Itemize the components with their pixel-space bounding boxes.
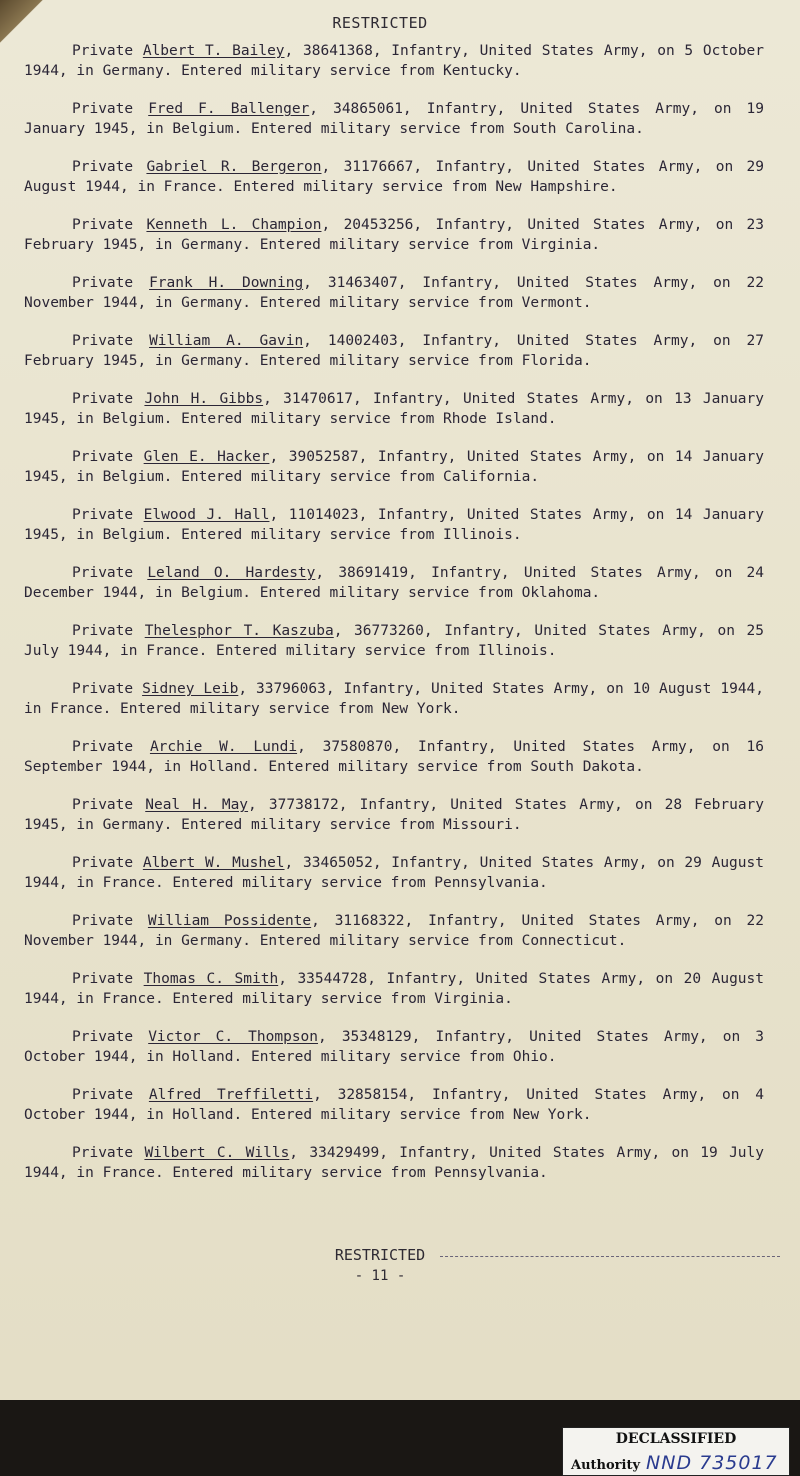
stamp-authority-value: NND 735017 — [646, 1452, 778, 1474]
entry-text: 31463407, Infantry, United States Army, on 22 November 1944, in Germany. Entered military service from Vermont. — [24, 275, 764, 311]
entry-name: Archie W. Lundi — [149, 739, 298, 755]
entry-rank: Private — [72, 681, 134, 697]
casualty-entry: Private Neal H. May, 37738172, Infantry, United States Army, on 28 February 1945, in Germany. Entered military service from Missouri. — [24, 797, 765, 833]
entry-text: 33429499, Infantry, United States Army, on 19 July 1944, in France. Entered military service from Pennsylvania. — [24, 1145, 764, 1181]
casualty-entry: Private Albert W. Mushel, 33465052, Infantry, United States Army, on 29 August 1944, in France. Entered military service from Pennsylvania. — [24, 855, 764, 891]
entry-text: 38641368, Infantry, United States Army, on 5 October 1944, in Germany. Entered military service from Kentucky. — [24, 43, 764, 79]
entry-name: Fred F. Ballenger — [148, 101, 310, 117]
casualty-entry: Private John H. Gibbs, 31470617, Infantry, United States Army, on 13 January 1945, in Belgium. Entered military service from Rhode Island. — [24, 391, 764, 427]
casualty-entry: Private Thelesphor T. Kaszuba, 36773260, Infantry, United States Army, on 25 July 1944, in France. Entered military service from Illinois. — [24, 623, 764, 659]
entry-name: Neal H. May — [145, 797, 249, 813]
entry-text: 35348129, Infantry, United States Army, on 3 October 1944, in Holland. Entered military service from Ohio. — [24, 1029, 764, 1065]
footer-classification: RESTRICTED — [334, 1246, 426, 1264]
entry-name: Albert W. Mushel — [142, 855, 285, 871]
entry-rank: Private — [72, 391, 134, 407]
entry-name: Leland O. Hardesty — [147, 565, 316, 581]
casualty-entry: Private Frank H. Downing, 31463407, Infantry, United States Army, on 22 November 1944, in Germany. Entered military service from Vermont. — [24, 275, 764, 311]
entry-name: William Possidente — [147, 913, 312, 929]
stamp-authority-line — [571, 1452, 778, 1474]
entry-name: Sidney Leib — [142, 681, 239, 697]
casualty-entry: Private Wilbert C. Wills, 33429499, Infantry, United States Army, on 19 July 1944, in France. Entered military service from Pennsylvania. — [24, 1145, 764, 1181]
entry-rank: Private — [72, 275, 134, 291]
header-classification: RESTRICTED — [332, 14, 428, 32]
page-number: - 11 - — [354, 1268, 406, 1284]
stamp-authority-label: Authority — [571, 1458, 641, 1473]
entry-name: Thomas C. Smith — [143, 971, 279, 987]
entry-text: 33465052, Infantry, United States Army, on 29 August 1944, in France. Entered military service from Pennsylvania. — [24, 855, 764, 891]
entry-name: John H. Gibbs — [144, 391, 264, 407]
casualty-entry: Private Fred F. Ballenger, 34865061, Infantry, United States Army, on 19 January 1945, in Belgium. Entered military service from South Carolina. — [24, 101, 764, 137]
casualty-entry: Private Archie W. Lundi, 37580870, Infantry, United States Army, on 16 September 1944, in Holland. Entered military service from South Dakota. — [24, 739, 764, 775]
entry-text: 38691419, Infantry, United States Army, on 24 December 1944, in Belgium. Entered military service from Oklahoma. — [24, 565, 764, 601]
entry-text: 31470617, Infantry, United States Army, on 13 January 1945, in Belgium. Entered military service from Rhode Island. — [24, 391, 764, 427]
entry-rank: Private — [72, 1087, 134, 1103]
casualty-entry: Private Leland O. Hardesty, 38691419, Infantry, United States Army, on 24 December 1944, in Belgium. Entered military service from Oklahoma. — [24, 565, 764, 601]
declassified-stamp — [562, 1427, 790, 1476]
entry-rank: Private — [72, 855, 134, 871]
entry-text: 33796063, Infantry, United States Army, on 10 August 1944, in France. Entered military service from New York. — [24, 681, 765, 717]
entry-rank: Private — [72, 159, 134, 175]
casualty-entries — [24, 42, 764, 1202]
entry-text: 31168322, Infantry, United States Army, on 22 November 1944, in Germany. Entered military service from Connecticut. — [24, 913, 764, 949]
entry-name: Frank H. Downing — [149, 275, 304, 291]
entry-name: Elwood J. Hall — [143, 507, 270, 523]
entry-text: 14002403, Infantry, United States Army, on 27 February 1945, in Germany. Entered military service from Florida. — [24, 333, 764, 369]
entry-rank: Private — [72, 797, 134, 813]
casualty-entry: Private William Possidente, 31168322, Infantry, United States Army, on 22 November 1944, in Germany. Entered military service from Connecticut. — [24, 913, 764, 949]
entry-rank: Private — [72, 217, 134, 233]
entry-rank: Private — [72, 913, 134, 929]
entry-text: 36773260, Infantry, United States Army, on 25 July 1944, in France. Entered military service from Illinois. — [24, 623, 764, 659]
entry-rank: Private — [72, 565, 134, 581]
casualty-entry: Private William A. Gavin, 14002403, Infantry, United States Army, on 27 February 1945, in Germany. Entered military service from Florida. — [24, 333, 764, 369]
entry-name: Glen E. Hacker — [143, 449, 270, 465]
casualty-entry: Private Alfred Treffiletti, 32858154, Infantry, United States Army, on 4 October 1944, in Holland. Entered military service from New York. — [24, 1087, 764, 1123]
entry-name: Albert T. Bailey — [142, 43, 285, 59]
casualty-entry: Private Sidney Leib, 33796063, Infantry, United States Army, on 10 August 1944, in France. Entered military service from New York. — [24, 681, 765, 717]
entry-rank: Private — [72, 43, 134, 59]
stamp-title: DECLASSIFIED — [615, 1431, 737, 1447]
entry-name: Wilbert C. Wills — [144, 1145, 290, 1161]
entry-name: Thelesphor T. Kaszuba — [144, 623, 334, 639]
casualty-entry: Private Elwood J. Hall, 11014023, Infantry, United States Army, on 14 January 1945, in Belgium. Entered military service from Illinois. — [24, 507, 764, 543]
entry-rank: Private — [72, 1145, 134, 1161]
entry-name: Victor C. Thompson — [148, 1029, 319, 1045]
entry-rank: Private — [72, 507, 134, 523]
entry-text: 11014023, Infantry, United States Army, on 14 January 1945, in Belgium. Entered military service from Illinois. — [24, 507, 764, 543]
entry-text: 37738172, Infantry, United States Army, on 28 February 1945, in Germany. Entered military service from Missouri. — [24, 797, 765, 833]
entry-text: 20453256, Infantry, United States Army, on 23 February 1945, in Germany. Entered military service from Virginia. — [24, 217, 764, 253]
entry-rank: Private — [72, 333, 134, 349]
entry-text: 33544728, Infantry, United States Army, on 20 August 1944, in France. Entered military service from Virginia. — [24, 971, 764, 1007]
entry-rank: Private — [72, 449, 134, 465]
entry-name: William A. Gavin — [149, 333, 304, 349]
entry-rank: Private — [72, 1029, 134, 1045]
casualty-entry: Private Kenneth L. Champion, 20453256, Infantry, United States Army, on 23 February 1945, in Germany. Entered military service from Virginia. — [24, 217, 764, 253]
entry-rank: Private — [72, 971, 134, 987]
entry-rank: Private — [72, 101, 134, 117]
casualty-entry: Private Thomas C. Smith, 33544728, Infantry, United States Army, on 20 August 1944, in France. Entered military service from Virginia. — [24, 971, 764, 1007]
entry-text: 37580870, Infantry, United States Army, on 16 September 1944, in Holland. Entered military service from South Dakota. — [24, 739, 764, 775]
entry-text: 34865061, Infantry, United States Army, on 19 January 1945, in Belgium. Entered military service from South Carolina. — [24, 101, 764, 137]
entry-text: 39052587, Infantry, United States Army, on 14 January 1945, in Belgium. Entered military service from California. — [24, 449, 764, 485]
entry-name: Gabriel R. Bergeron — [146, 159, 322, 175]
casualty-entry: Private Albert T. Bailey, 38641368, Infantry, United States Army, on 5 October 1944, in Germany. Entered military service from Kentucky. — [24, 43, 764, 79]
casualty-entry: Private Victor C. Thompson, 35348129, Infantry, United States Army, on 3 October 1944, in Holland. Entered military service from Ohio. — [24, 1029, 764, 1065]
casualty-entry: Private Glen E. Hacker, 39052587, Infantry, United States Army, on 14 January 1945, in Belgium. Entered military service from California. — [24, 449, 764, 485]
entry-rank: Private — [72, 739, 134, 755]
entry-text: 32858154, Infantry, United States Army, on 4 October 1944, in Holland. Entered military service from New York. — [24, 1087, 764, 1123]
entry-text: 31176667, Infantry, United States Army, on 29 August 1944, in France. Entered military service from New Hampshire. — [24, 159, 764, 195]
entry-rank: Private — [72, 623, 134, 639]
entry-name: Alfred Treffiletti — [148, 1087, 314, 1103]
entry-name: Kenneth L. Champion — [146, 217, 322, 233]
casualty-entry: Private Gabriel R. Bergeron, 31176667, Infantry, United States Army, on 29 August 1944, in France. Entered military service from New Hampshire. — [24, 159, 764, 195]
